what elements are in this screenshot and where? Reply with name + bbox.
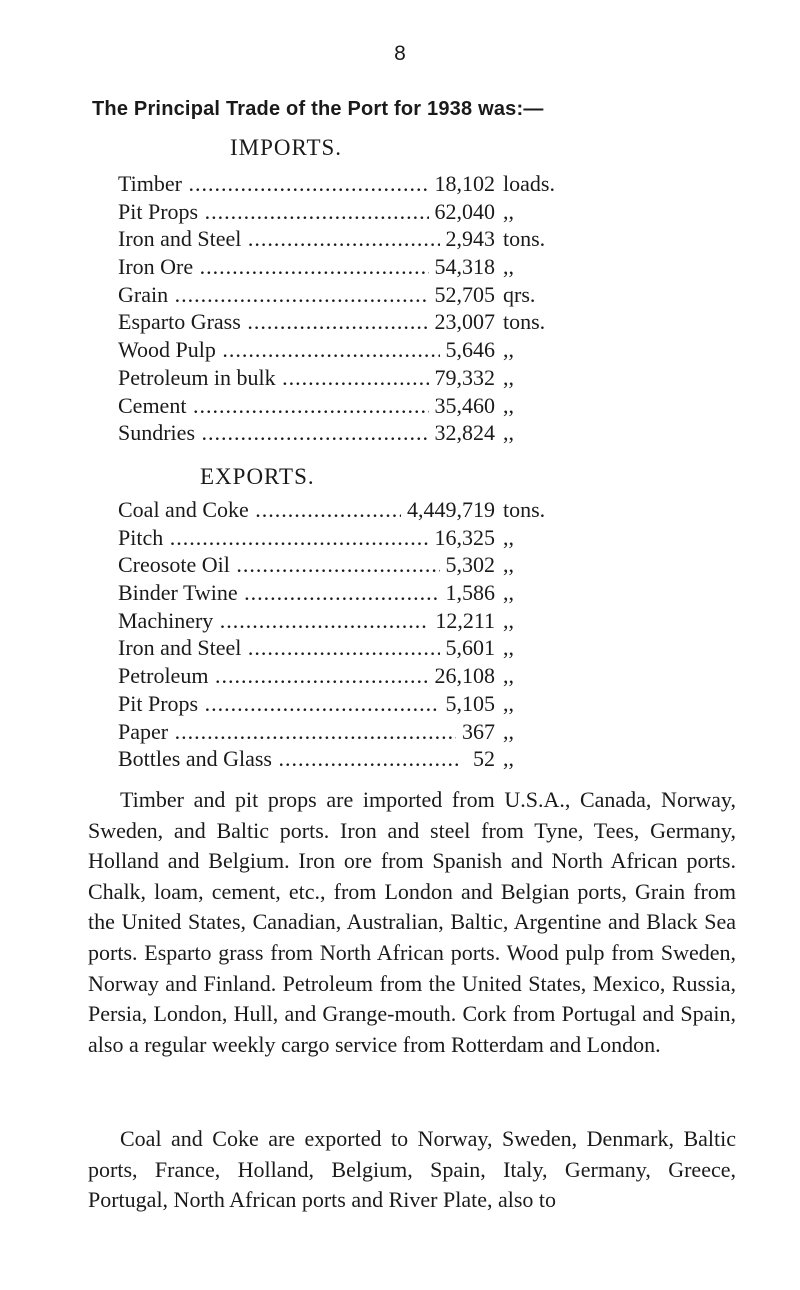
page-number: 8 <box>394 42 406 65</box>
imports-row <box>118 308 638 336</box>
exports-row <box>118 690 638 718</box>
export-item: Creosote Oil ..... <box>118 551 458 579</box>
export-value: 5,105 <box>440 690 496 718</box>
import-unit: qrs. <box>503 281 536 307</box>
export-value: 4,449,719 <box>401 496 495 524</box>
imports-row <box>118 419 638 447</box>
imports-row <box>118 281 638 309</box>
export-item: Petroleum ..... <box>118 662 458 690</box>
import-unit: tons. <box>503 226 546 252</box>
import-value: 79,332 <box>429 364 496 392</box>
export-item: Coal and Coke ..... <box>118 496 458 524</box>
import-value: 52,705 <box>429 281 496 309</box>
exports-row <box>118 524 638 552</box>
exports-row <box>118 745 638 773</box>
exports-row <box>118 718 638 746</box>
export-value: 5,601 <box>440 634 496 662</box>
export-unit: ,, <box>503 690 514 716</box>
page-heading: The Principal Trade of the Port for 1938 was:— <box>92 98 544 120</box>
import-item: Wood Pulp ..... <box>118 336 458 364</box>
export-item: Binder Twine ..... <box>118 579 458 607</box>
import-value: 35,460 <box>429 392 496 420</box>
export-value: 16,325 <box>429 524 496 552</box>
imports-row <box>118 170 638 198</box>
imports-row <box>118 198 638 226</box>
imports-row <box>118 336 638 364</box>
import-item: Sundries ..... <box>118 419 458 447</box>
export-unit: ,, <box>503 607 514 633</box>
import-item: Cement ..... <box>118 392 458 420</box>
import-unit: ,, <box>503 364 514 390</box>
exports-row <box>118 634 638 662</box>
import-unit: ,, <box>503 420 514 446</box>
imports-title: IMPORTS. <box>230 135 343 160</box>
exports-row <box>118 662 638 690</box>
imports-table <box>118 170 638 447</box>
import-item: Iron and Steel ..... <box>118 225 458 253</box>
import-unit: loads. <box>503 171 555 196</box>
imports-origin-paragraph: Timber and pit props are imported from U.S.A., Canada, Norway, Sweden, and Baltic ports. Iron and steel from Tyne, Tees, Germany, Holland and Belgium. Iron ore from Spanish and North African ports. Chalk, loam, cement, etc., from London and Belgian ports, Grain from the United States, Canadian, Australian, Baltic, Argentine and Black Sea ports. Esparto grass from North African ports. Wood pulp from Sweden, Norway and Finland. Petroleum from the United States, Mexico, Russia, Persia, London, Hull, and Grange-mouth. Cork from Portugal and Spain, also a regular weekly cargo service from Rotterdam and London. <box>88 787 736 1057</box>
import-unit: ,, <box>503 254 514 280</box>
import-unit: ,, <box>503 198 514 224</box>
import-value: 18,102 <box>429 170 496 198</box>
import-value: 2,943 <box>440 225 496 253</box>
export-value: 26,108 <box>429 662 496 690</box>
exports-title: EXPORTS. <box>200 464 315 489</box>
import-unit: ,, <box>503 392 514 418</box>
import-value: 62,040 <box>429 198 496 226</box>
imports-row <box>118 364 638 392</box>
exports-destination-paragraph: Coal and Coke are exported to Norway, Sweden, Denmark, Baltic ports, France, Holland, Belgium, Spain, Italy, Germany, Greece, Portugal, North African ports and River Plate, also to <box>88 1126 736 1213</box>
export-value: 52 <box>467 745 495 773</box>
imports-row <box>118 392 638 420</box>
import-item: Grain ..... <box>118 281 458 309</box>
export-item: Paper ..... <box>118 718 458 746</box>
import-value: 54,318 <box>429 253 496 281</box>
export-item: Iron and Steel ..... <box>118 634 458 662</box>
import-item: Iron Ore ..... <box>118 253 458 281</box>
exports-row <box>118 579 638 607</box>
import-item: Pit Props ..... <box>118 198 458 226</box>
exports-row <box>118 551 638 579</box>
export-unit: ,, <box>503 663 514 689</box>
export-unit: ,, <box>503 580 514 606</box>
import-item: Petroleum in bulk ..... <box>118 364 458 392</box>
import-unit: tons. <box>503 309 546 335</box>
export-item: Bottles and Glass ..... <box>118 745 458 773</box>
export-item: Pit Props ..... <box>118 690 458 718</box>
export-unit: ,, <box>503 718 514 744</box>
export-unit: ,, <box>503 635 514 661</box>
export-value: 367 <box>456 718 495 746</box>
exports-row <box>118 496 638 524</box>
export-unit: ,, <box>503 552 514 578</box>
import-unit: ,, <box>503 337 514 363</box>
import-value: 23,007 <box>429 308 496 336</box>
imports-row <box>118 225 638 253</box>
import-value: 32,824 <box>429 419 496 447</box>
export-value: 5,302 <box>440 551 496 579</box>
export-unit: ,, <box>503 746 514 772</box>
export-item: Pitch ..... <box>118 524 458 552</box>
exports-row <box>118 607 638 635</box>
export-value: 12,211 <box>429 607 495 635</box>
import-item: Timber ..... <box>118 170 458 198</box>
imports-row <box>118 253 638 281</box>
export-unit: ,, <box>503 524 514 550</box>
export-item: Machinery ..... <box>118 607 458 635</box>
export-unit: tons. <box>503 497 546 522</box>
exports-table <box>118 496 638 773</box>
import-value: 5,646 <box>440 336 496 364</box>
export-value: 1,586 <box>440 579 496 607</box>
import-item: Esparto Grass ..... <box>118 308 458 336</box>
